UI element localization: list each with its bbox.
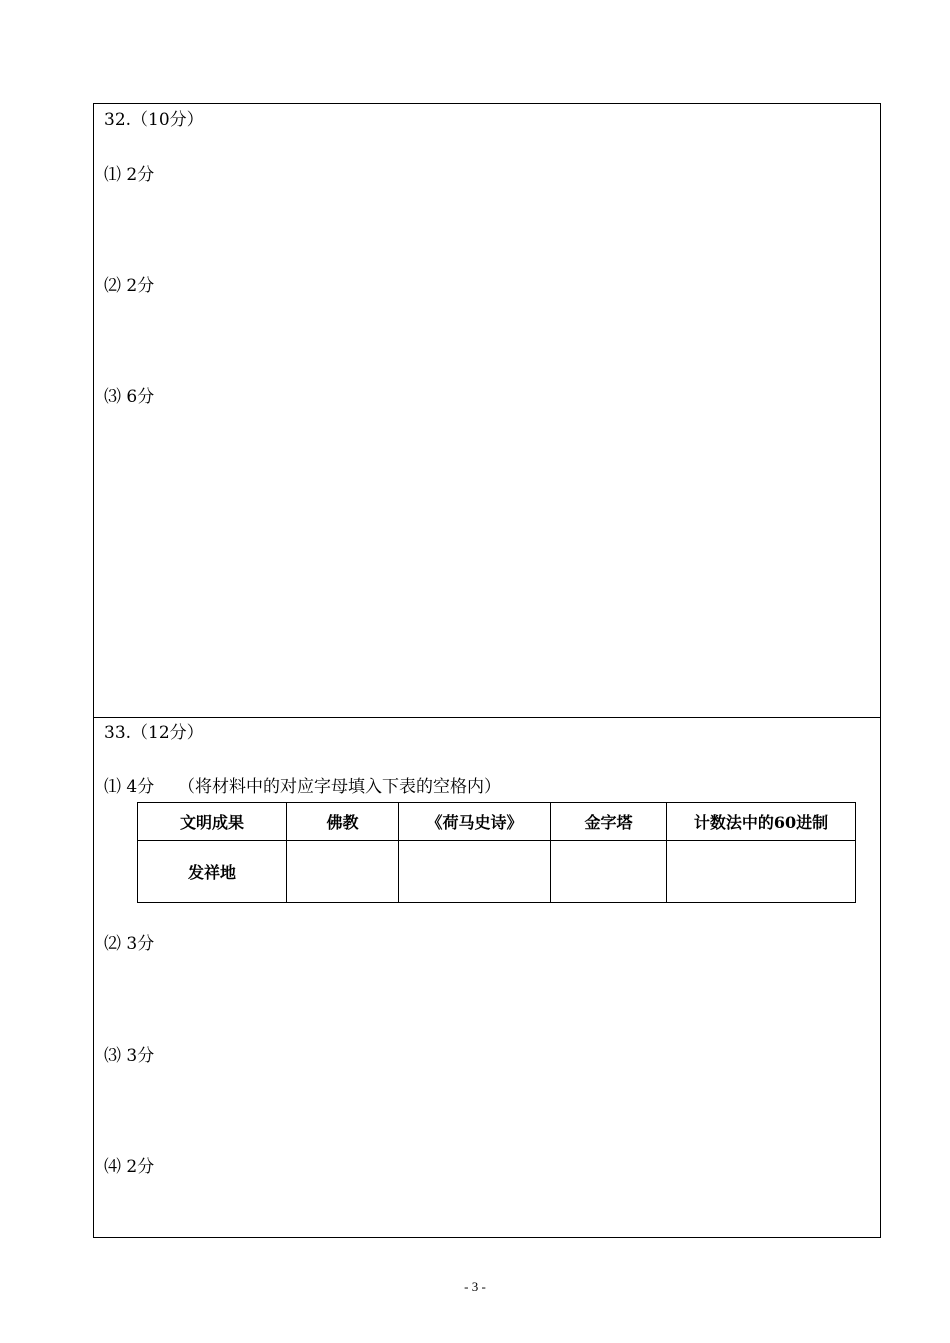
table-header-cell: 佛教 bbox=[287, 803, 399, 841]
civilization-origin-table bbox=[137, 802, 856, 903]
question-33-part-1-instruction: （将材料中的对应字母填入下表的空格内） bbox=[178, 777, 501, 797]
answer-cell-pyramids[interactable] bbox=[551, 841, 667, 903]
question-33-part-4-label: ⑷ 2分 bbox=[104, 1157, 155, 1177]
question-32-title: 32.（10分） bbox=[104, 110, 204, 130]
question-32-part-3-label: ⑶ 6分 bbox=[104, 387, 155, 407]
question-33-title: 33.（12分） bbox=[104, 723, 204, 743]
table-header-cell: 《荷马史诗》 bbox=[399, 803, 551, 841]
table-header-cell: 文明成果 bbox=[138, 803, 287, 841]
table-answer-row bbox=[138, 841, 856, 903]
page-number: - 3 - bbox=[464, 1279, 486, 1294]
question-32-answer-box bbox=[93, 103, 881, 718]
answer-cell-homeric-epics[interactable] bbox=[399, 841, 551, 903]
table-header-cell: 金字塔 bbox=[551, 803, 667, 841]
question-32-part-1-label: ⑴ 2分 bbox=[104, 165, 155, 185]
table-header-cell: 计数法中的60进制 bbox=[667, 803, 856, 841]
question-33-part-3-label: ⑶ 3分 bbox=[104, 1046, 155, 1066]
table-row-label: 发祥地 bbox=[138, 841, 287, 903]
question-33-part-1-label: ⑴ 4分 bbox=[104, 777, 155, 797]
question-33-part-2-label: ⑵ 3分 bbox=[104, 934, 155, 954]
question-32-part-2-label: ⑵ 2分 bbox=[104, 276, 155, 296]
table-header-row bbox=[138, 803, 856, 841]
answer-cell-sexagesimal[interactable] bbox=[667, 841, 856, 903]
question-33-answer-box bbox=[93, 717, 881, 1238]
answer-cell-buddhism[interactable] bbox=[287, 841, 399, 903]
